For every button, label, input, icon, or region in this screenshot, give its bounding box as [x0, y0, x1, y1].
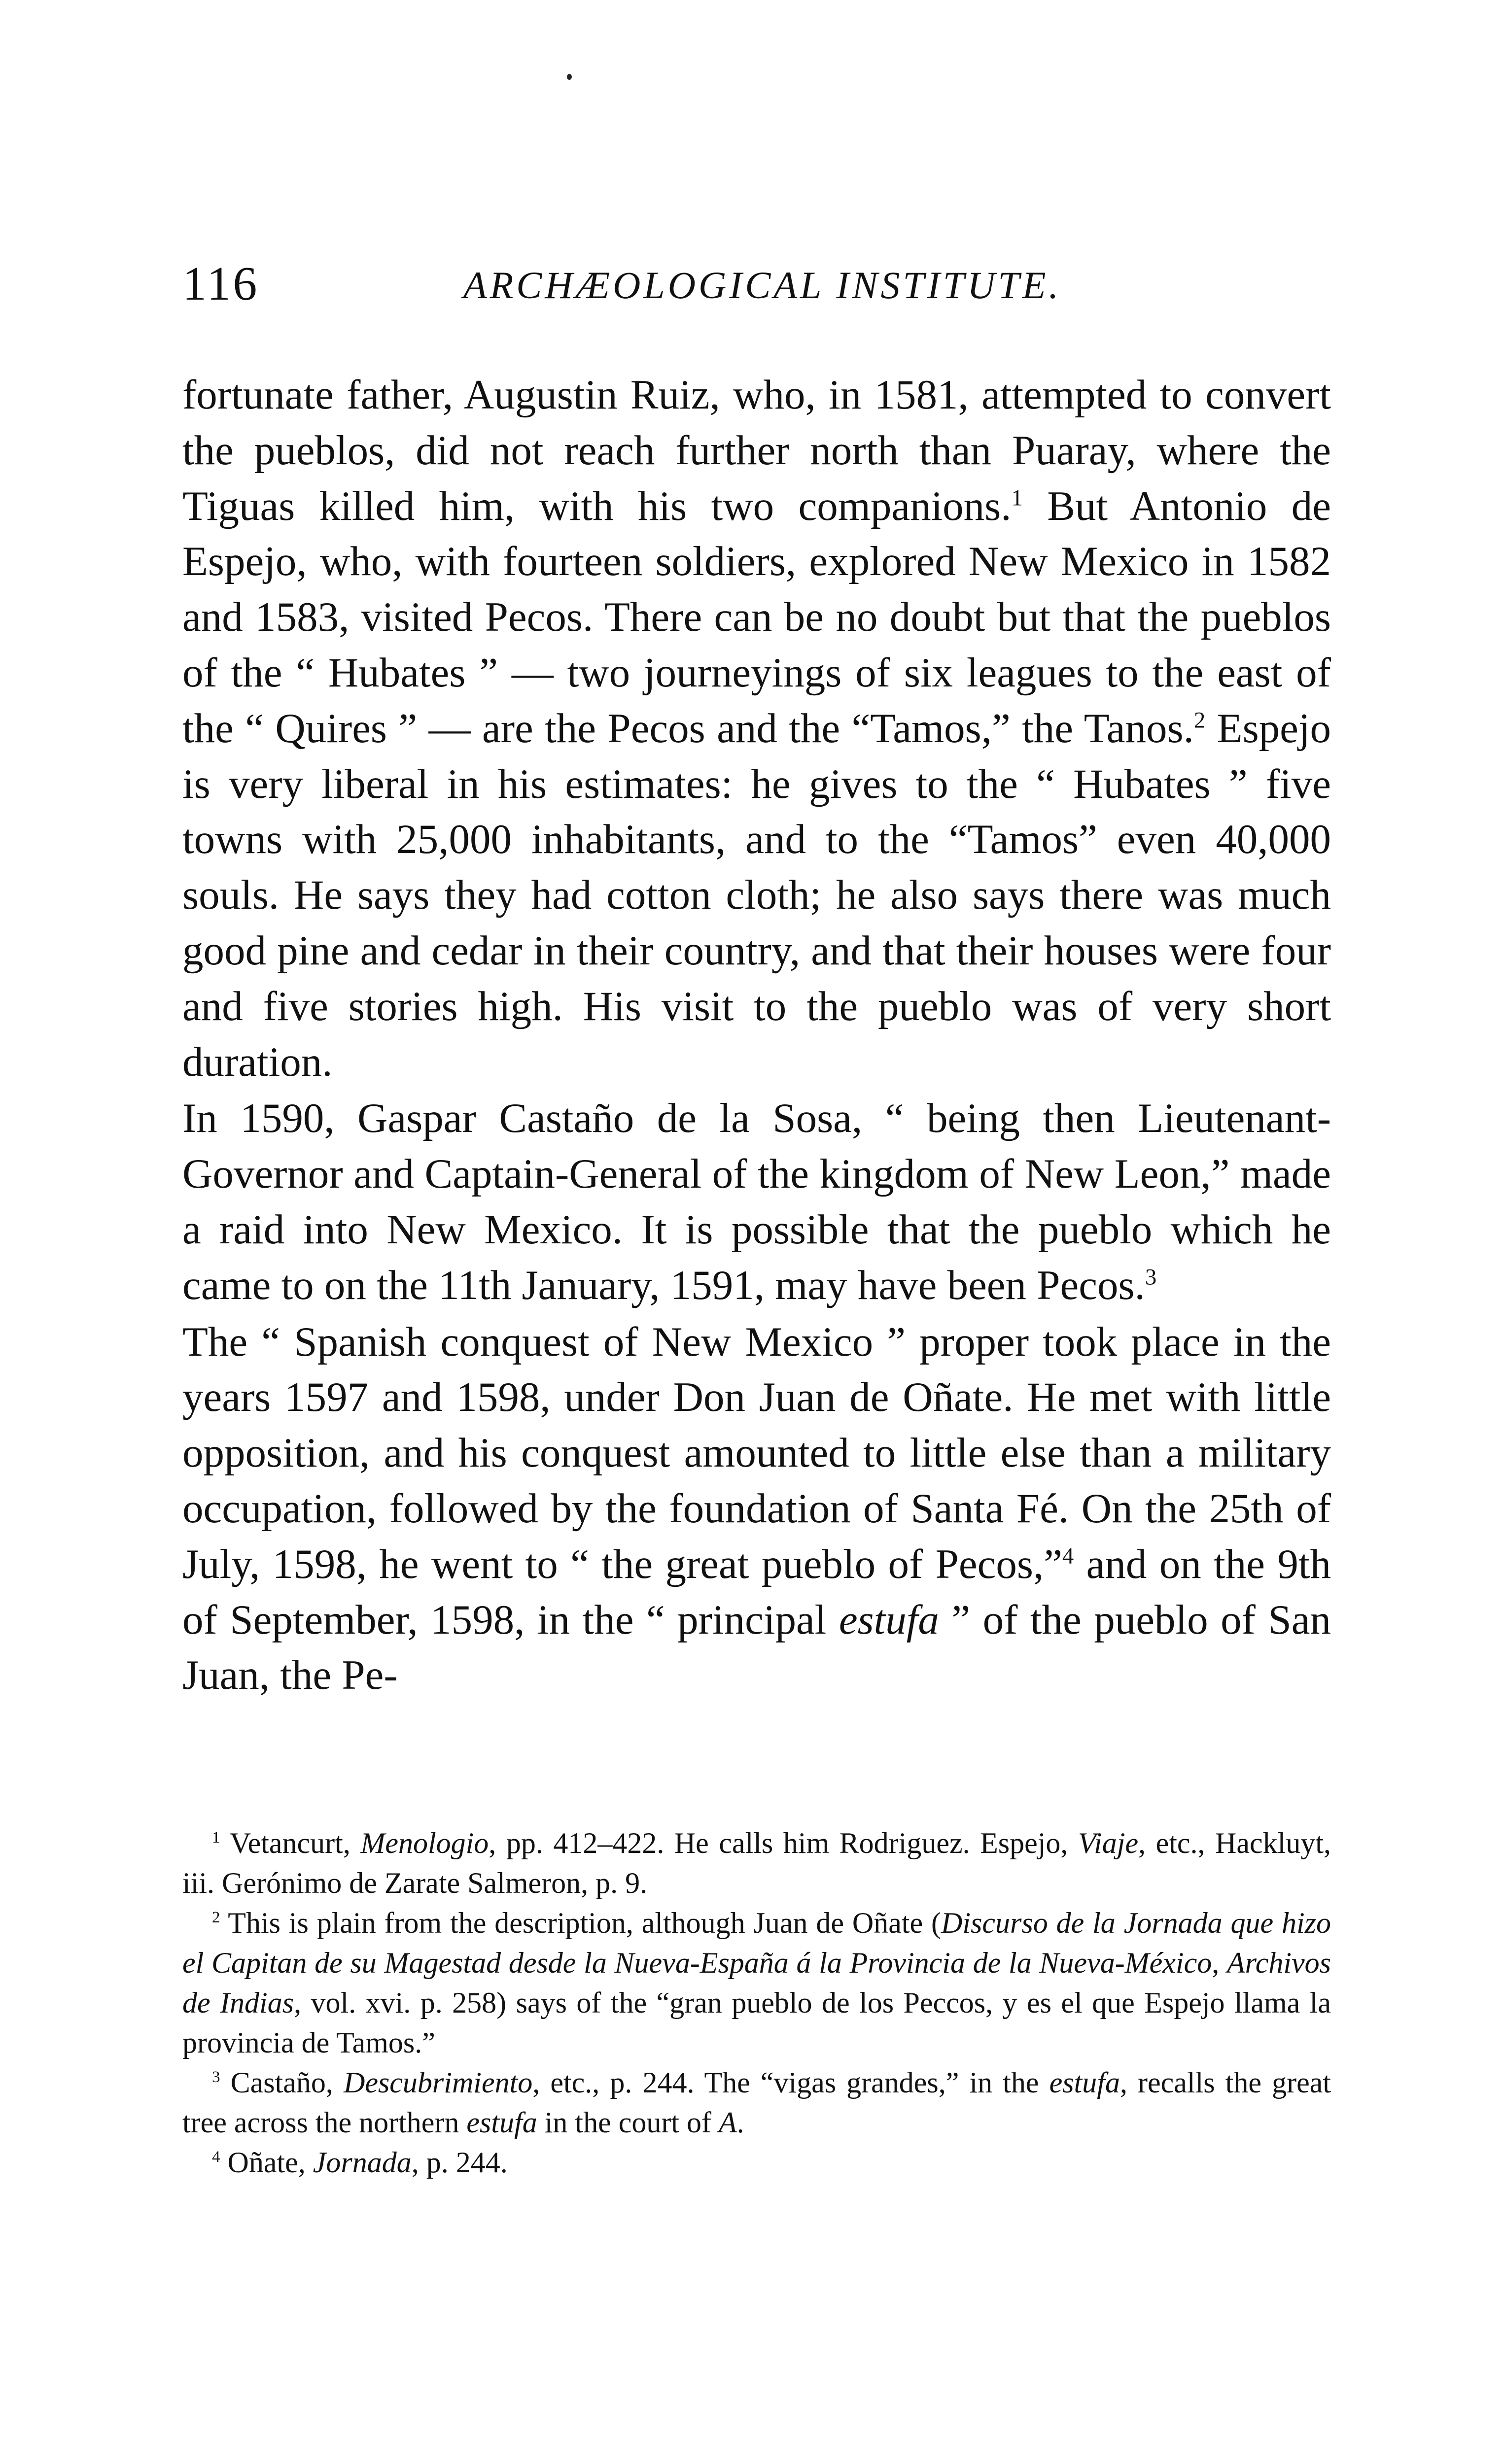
footnote-text: Castaño, — [220, 2066, 344, 2099]
footnote-italic: A — [718, 2106, 737, 2139]
paragraph-text: In 1590, Gaspar Castaño de la Sosa, “ being then Lieutenant-Governor and Captain-General of the kingdom of New Leon,” made a raid into New Mexico. It is possible that the pueblo which he came to on the 11th January, 1591, may have been Pecos. — [182, 1095, 1331, 1308]
footnote-italic: Discurso de la Jornada que hizo el Capitan de su Magestad desde la Nueva-España á la Provincia de la Nueva-México — [182, 1907, 1331, 1979]
footnote-text: , p. 244. — [411, 2146, 508, 2179]
footnote-1 — [182, 1823, 1331, 1903]
footnote-text: , etc., p. 244. The “vigas grandes,” in the — [532, 2066, 1049, 2099]
footnote-italic: Descubrimiento — [343, 2066, 533, 2099]
paragraph-text: The “ Spanish conquest of New Mexico ” proper took place in the years 1597 and 1598, under Don Juan de Oñate. He met with little opposition, and his conquest amounted to little else than a military occupation, followed by the foundation of Santa Fé. On the 25th of July, 1598, he went to “ the great pueblo of Pecos,” — [182, 1318, 1331, 1587]
footnote-text: , — [1212, 1947, 1227, 1979]
footnote-text: , etc., Hackluyt, iii. Gerónimo de Zarate Salmeron, p. 9. — [182, 1827, 1331, 1899]
footnote-mark: 3 — [212, 2068, 220, 2086]
body-text — [182, 367, 1331, 1703]
footnote-text: Oñate, — [220, 2146, 313, 2179]
paragraph-text: But Antonio de Espejo, who, with fourteen soldiers, explored New Mexico in 1582 and 1583, visited Pecos. There can be no doubt but that the pueblos of the “ Hubates ” — two journeyings of six leagues to the east of the “ Quires ” — are the Pecos and the “Tamos,” the Tanos. — [182, 482, 1331, 752]
footnote-text: in the court of — [537, 2106, 719, 2139]
footnote-italic: Jornada — [313, 2146, 412, 2179]
paragraph-text: fortunate father, Augustin Ruiz, who, in 1581, attempted to convert the pueblos, did not reach further north than Puaray, where the Tiguas killed him, with his two companions. — [182, 372, 1331, 529]
footnote-mark: 2 — [212, 1909, 220, 1926]
print-speck — [567, 74, 572, 80]
footnote-ref: 1 — [1011, 485, 1023, 511]
footnote-2 — [182, 1903, 1331, 2063]
footnote-text: . — [736, 2106, 744, 2139]
footnote-italic: Archivos de Indias — [182, 1947, 1331, 2019]
paragraph-3 — [182, 1314, 1331, 1704]
footnote-mark: 4 — [212, 2148, 220, 2166]
footnote-text: , pp. 412–422. He calls him Rodriguez. Espejo, — [489, 1827, 1078, 1859]
footnote-3 — [182, 2063, 1331, 2143]
footnote-italic: Viaje — [1078, 1827, 1139, 1859]
paragraph-text: and on the 9th of September, 1598, in the “ principal — [182, 1540, 1331, 1643]
paragraph-1 — [182, 367, 1331, 1090]
footnote-italic: estufa — [1049, 2066, 1120, 2099]
footnote-ref: 2 — [1193, 707, 1206, 733]
footnote-ref: 3 — [1145, 1264, 1157, 1290]
footnote-text: Vetancurt, — [220, 1827, 361, 1859]
paragraph-text: ” of the pueblo of San Juan, the Pe- — [182, 1596, 1331, 1699]
running-head — [182, 256, 1331, 315]
footnote-4 — [182, 2143, 1331, 2183]
footnote-text: This is plain from the description, although Juan de Oñate ( — [220, 1907, 942, 1939]
footnotes — [182, 1823, 1331, 2183]
footnote-italic: Menologio — [360, 1827, 489, 1859]
paragraph-2 — [182, 1091, 1331, 1313]
footnote-ref: 4 — [1062, 1543, 1074, 1569]
footnote-mark: 1 — [212, 1829, 220, 1847]
paragraph-text: Espejo is very liberal in his estimates: he gives to the “ Hubates ” five towns with 25,000 inhabitants, and to the “Tamos” even 40,000 souls. He says they had cotton cloth; he also says there was much good pine and cedar in their country, and that their houses were four and five stories high. His visit to the pueblo was of very short duration. — [182, 705, 1331, 1085]
footnote-text: , vol. xvi. p. 258) says of the “gran pueblo de los Peccos, y es el que Espejo llama la provincia de Tamos.” — [182, 1986, 1331, 2059]
paragraph-italic: estufa — [839, 1596, 939, 1643]
footnote-text: , recalls the great tree across the northern — [182, 2066, 1331, 2139]
footnote-italic: estufa — [466, 2106, 537, 2139]
page-number: 116 — [182, 257, 259, 310]
running-title: ARCHÆOLOGICAL INSTITUTE. — [463, 264, 1062, 307]
